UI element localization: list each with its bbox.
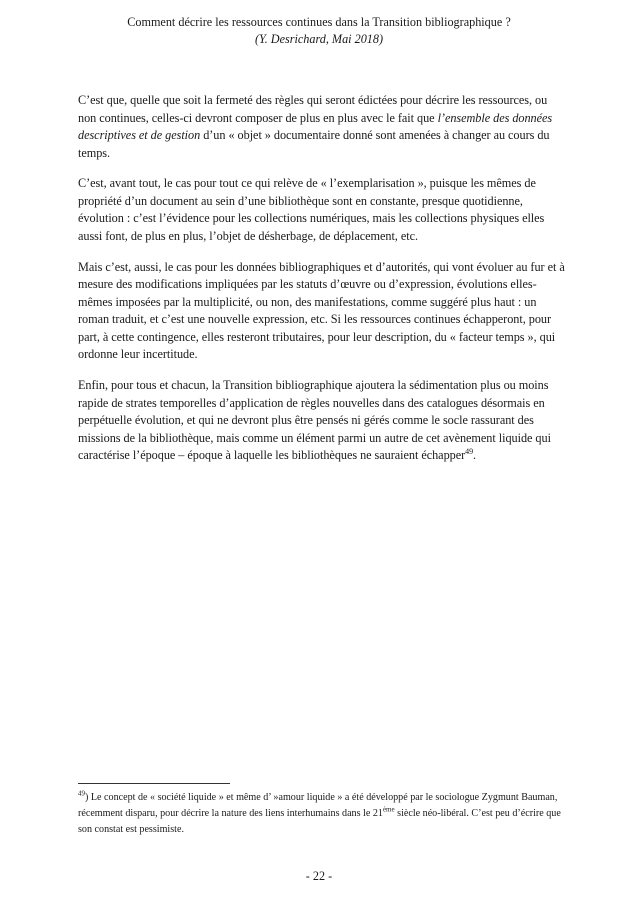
paragraph-1-text-end: d’un « objet » documentaire donné sont amenées à changer au cours du temps. bbox=[78, 128, 550, 160]
body-text bbox=[78, 92, 568, 478]
paragraph-4-text: Enfin, pour tous et chacun, la Transition bibliographique ajoutera la sédimentation plus ou moins rapide de strates temporelles d’application de règles nouvelles dans des catalogues désormais en perpétuelle évolution, et qui ne devront plus être pensés ni gérés comme le socle rassurant des missions de la bibliothèque, mais comme un élément parmi un autre de cet avènement liquide qui caractérise l’époque – époque à laquelle les bibliothèques ne sauraient échapper bbox=[78, 378, 551, 463]
paragraph-4-end: . bbox=[473, 448, 477, 463]
footnote-text-end: siècle néo-libéral. C’est peu d’écrire que son constat est pessimiste. bbox=[78, 807, 561, 835]
footnote-number: 49 bbox=[78, 789, 85, 798]
header-subtitle: (Y. Desrichard, Mai 2018) bbox=[254, 32, 384, 46]
page-number: - 22 - bbox=[305, 869, 333, 883]
footnote bbox=[78, 790, 568, 837]
footnote-text-start: ) Le concept de « société liquide » et même d’ »amour liquide » a été développé par le sociologue Zygmunt Bauman, récemment disparu, pour décrire la nature des liens interhumains dans le 21 bbox=[78, 792, 558, 819]
paragraph-2: C’est, avant tout, le cas pour tout ce qui relève de « l’exemplarisation », puisque les mêmes de propriété d’un document au sein d’une bibliothèque sont en constante, presque quotidienne, évolution : c’est l’évidence pour les collections numériques, mais les collections physiques elles aussi font, de plus en plus, l’objet de désherbage, de déplacement, etc. bbox=[78, 176, 545, 243]
paragraph-1 bbox=[78, 92, 568, 162]
paragraph-4 bbox=[78, 377, 568, 465]
footnote-separator bbox=[78, 783, 230, 784]
footnote-reference[interactable]: 49 bbox=[465, 447, 474, 457]
header-title: Comment décrire les ressources continues dans la Transition bibliographique ? bbox=[127, 15, 511, 29]
footnote-superscript: ème bbox=[382, 805, 395, 814]
paragraph-1-text-start: C’est que, quelle que soit la fermeté des règles qui seront édictées pour décrire les ressources, ou non continues, celles-ci devront composer de plus en plus avec le fait que bbox=[78, 93, 548, 125]
paragraph-3: Mais c’est, aussi, le cas pour les données bibliographiques et d’autorités, qui vont évoluer au fur et à mesure des modifications impliquées par les statuts d’œuvre ou d’expression, évolutions elles-mêmes imposées par la multiplicité, ou non, des manifestations, comme suggéré plus haut : un roman traduit, et c’est une nouvelle expression, etc. Si les ressources continues échapperont, pour part, à cette contingence, elles resteront tributaires, pour leur description, du « facteur temps », qui ordonne leur incertitude. bbox=[78, 259, 565, 362]
paragraph-1-emphasis: l’ensemble des données descriptives et de gestion bbox=[78, 110, 553, 142]
running-header bbox=[0, 14, 638, 48]
